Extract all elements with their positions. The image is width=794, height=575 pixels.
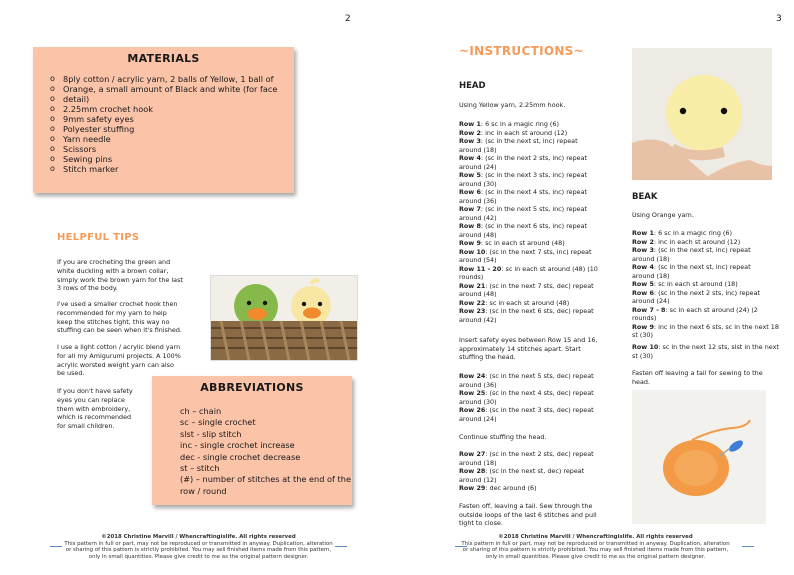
pattern-row: Row 7: (sc in the next 5 sts, inc) repeat — [459, 205, 588, 213]
pattern-row: around (30) — [459, 179, 497, 188]
list-item: st – stitch — [180, 463, 220, 474]
pattern-row: Row 9: sc in each st around (48) — [459, 239, 565, 247]
list-item: sc – single crochet — [180, 417, 256, 428]
head-rows-2 — [459, 372, 594, 423]
head-intro: Using Yellow yarn, 2.25mm hook. — [459, 101, 566, 109]
pattern-row: Row 1: 6 sc in a magic ring (6) — [459, 120, 559, 128]
list-item: o Scissors — [53, 144, 294, 154]
abbreviations-title: ABBREVIATIONS — [200, 381, 304, 394]
list-item: o 8ply cotton / acrylic yarn, 2 balls of Yellow, 1 ball of — [53, 74, 294, 84]
pattern-row: st (30) — [632, 331, 653, 339]
pattern-row: Row 7 - 8: sc in each st around (24) (2 — [632, 305, 758, 314]
head-photo — [632, 48, 772, 180]
pattern-row: Row 9: inc in the next 6 sts, sc in the next 18 — [632, 322, 779, 331]
pattern-row: around (42) — [459, 315, 497, 324]
pattern-row: around (36) — [459, 380, 497, 389]
pattern-row: around (48) — [459, 290, 497, 298]
list-item: row / round — [180, 485, 227, 496]
pattern-row: Row 2: inc in each st around (12) — [459, 128, 568, 137]
page-number: 2 — [345, 14, 351, 24]
pattern-row: around (48) — [459, 230, 497, 239]
eyes-note: Insert safety eyes between Row 15 and 16, approximately 14 stitches apart. Start stuffing the head. — [459, 336, 598, 361]
pattern-row: Row 6: (sc in the next 4 sts, inc) repeat — [459, 188, 588, 196]
fasten-note: Fasten off, leaving a tail. Sew through the outside loops of the last 6 stitches and pull tight to close. — [459, 502, 597, 527]
tips-title: HELPFUL TIPS — [57, 232, 140, 243]
beak-photo — [632, 390, 766, 524]
pattern-row: Row 23: (sc in the next 6 sts, dec) repeat — [459, 307, 594, 315]
pattern-row: around (24) — [632, 297, 670, 305]
pattern-row: Row 29: dec around (6) — [459, 484, 537, 492]
pattern-row: Row 10: (sc in the next 7 sts, inc) repeat — [459, 247, 592, 256]
pattern-row: around (54) — [459, 256, 497, 264]
page-number: 3 — [776, 14, 782, 24]
pattern-row: around (18) — [459, 145, 497, 154]
beak-row-10: Row 10: sc in the next 12 sts, slst in the next st (30) — [632, 343, 779, 360]
pattern-row: around (18) — [632, 254, 670, 263]
list-item: o Polyester stuffing — [53, 124, 294, 134]
pattern-row: Row 1: 6 sc in a magic ring (6) — [632, 229, 732, 237]
head-rows — [459, 120, 598, 324]
list-item: slst - slip stitch — [180, 428, 242, 439]
beak-section-title: BEAK — [632, 192, 658, 202]
pattern-row: Row 26: (sc in the next 3 sts, dec) repeat — [459, 406, 594, 414]
pattern-row: Row 27: (sc in the next 2 sts, dec) repeat — [459, 450, 594, 458]
tip-paragraph: If you don't have safety eyes you can replace them with embroidery, which is recommended for small children. — [57, 387, 133, 431]
page-footer: ©2018 Christine Marvill / Whencraftingislife. All rights reserved This pattern in full or part, may not be reproduced or transmitted in anyway. Duplication, alteration or sharing of this pattern is strictly prohibited. You may sell finished items made from this pattern, only in small quantities. Please give credit to me as the original pattern designer. — [461, 534, 730, 560]
pattern-row: Row 4: (sc in the next st, inc) repeat — [632, 263, 751, 271]
pattern-row: around (24) — [459, 162, 497, 171]
instructions-title: ~INSTRUCTIONS~ — [459, 44, 584, 58]
abbreviations-list — [180, 406, 352, 497]
abbreviations-box — [152, 376, 352, 505]
list-item: (#) – number of stitches at the end of the — [180, 474, 351, 485]
pattern-row: around (30) — [459, 397, 497, 406]
list-item: o Stitch marker — [53, 164, 294, 174]
list-item: dec - single crochet decrease — [180, 451, 301, 462]
head-section-title: HEAD — [459, 81, 486, 91]
page-footer: ©2018 Christine Marvill / Whencraftingislife. All rights reserved This pattern in full or part, may not be reproduced or transmitted in anyway. Duplication, alteration or sharing of this pattern is strictly prohibited. You may sell finished items made from this pattern, only in small quantities. Please give credit to me as the original pattern designer. — [64, 534, 333, 560]
materials-list — [33, 74, 294, 174]
tip-paragraph: If you are crocheting the green and white duckling with a brown collar, simply work the brown yarn for the last 3 rows of the body. — [57, 258, 183, 293]
pattern-row: around (24) — [459, 414, 497, 423]
pattern-row: Row 5: sc in each st around (18) — [632, 280, 738, 288]
list-item: o 9mm safety eyes — [53, 114, 294, 124]
pattern-row: Row 25: (sc in the next 4 sts, dec) repeat — [459, 389, 594, 397]
head-rows-3 — [459, 450, 594, 493]
ducklings-photo — [210, 275, 358, 361]
pattern-row: around (18) — [459, 458, 497, 467]
list-item: inc - single crochet increase — [180, 440, 295, 451]
materials-box — [33, 47, 294, 193]
beak-intro: Using Orange yarn. — [632, 211, 694, 219]
pattern-row: around (42) — [459, 213, 497, 222]
pattern-row: Row 6: (sc in the next 2 sts, inc) repeat — [632, 288, 761, 297]
list-item: ch – chain — [180, 406, 222, 416]
list-item: o 2.25mm crochet hook — [53, 104, 294, 114]
pattern-row: rounds) — [632, 314, 657, 322]
list-item: o Sewing pins — [53, 154, 294, 164]
pattern-row: around (36) — [459, 196, 497, 205]
pattern-row: Row 3: (sc in the next st, inc) repeat — [459, 137, 578, 145]
pattern-row: Row 28: (sc in the next st, dec) repeat — [459, 467, 585, 475]
beak-rows — [632, 229, 779, 340]
pattern-row: Row 2: inc in each st around (12) — [632, 237, 741, 246]
pattern-row: around (18) — [632, 271, 670, 280]
pattern-row: Row 22: sc in each st around (48) — [459, 298, 570, 307]
pattern-row: Row 3: (sc in the next st, inc) repeat — [632, 246, 751, 254]
beak-fasten-note: Fasten off leaving a tail for sewing to the head. — [632, 369, 763, 386]
materials-title: MATERIALS — [127, 52, 200, 65]
pattern-row: Row 4: (sc in the next 2 sts, inc) repeat — [459, 154, 588, 162]
continue-note: Continue stuffing the head. — [459, 433, 547, 441]
pattern-row: Row 5: (sc in the next 3 sts, inc) repeat — [459, 171, 588, 179]
tip-paragraph: I use a light cotton / acrylic blend yarn for all my Amigurumi projects. A 100% acrylic worsted weight yarn can also be used. — [57, 343, 181, 378]
tip-paragraph: I've used a smaller crochet hook then recommended for my yarn to help keep the stitches tight, this way no stuffing can be seen when it's finished. — [57, 300, 182, 335]
pattern-row: Row 24: (sc in the next 5 sts, dec) repeat — [459, 372, 594, 380]
pattern-row: rounds) — [459, 273, 484, 281]
list-item: o Orange, a small amount of Black and white (for face — [53, 84, 294, 94]
list-item: o Yarn needle — [53, 134, 294, 144]
pattern-row: Row 11 - 20: sc in each st around (48) (10 — [459, 264, 598, 273]
list-item: o detail) — [53, 94, 294, 104]
pattern-row: Row 21: (sc in the next 7 sts, dec) repeat — [459, 281, 594, 290]
pattern-row: Row 8: (sc in the next 6 sts, inc) repeat — [459, 222, 588, 230]
pattern-row: around (12) — [459, 475, 497, 484]
